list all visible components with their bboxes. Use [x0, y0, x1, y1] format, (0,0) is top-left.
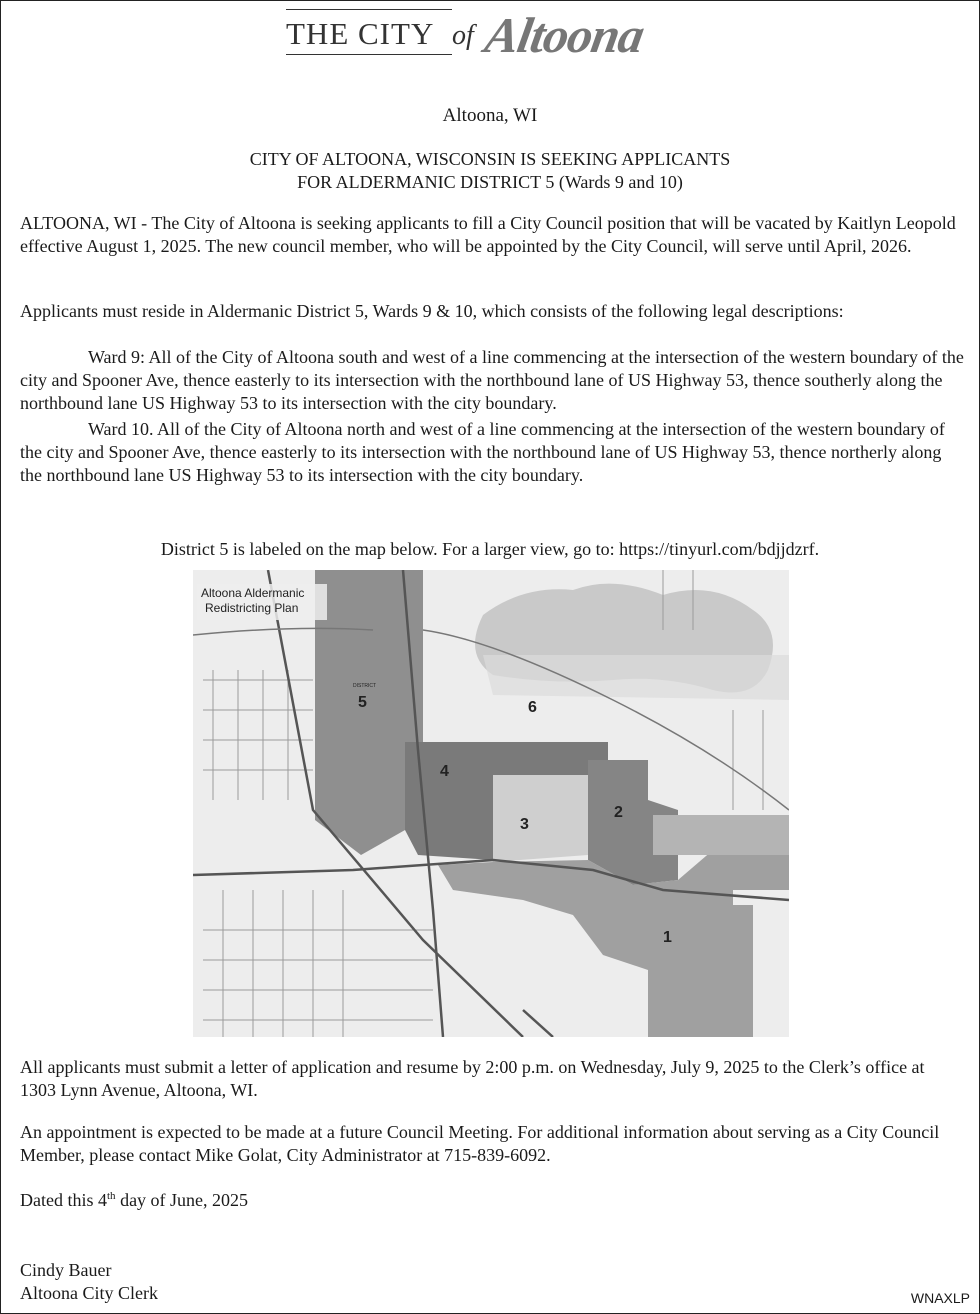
logo-of: of: [452, 20, 474, 51]
map-label-district-5: 5: [358, 694, 367, 711]
location: Altoona, WI: [442, 105, 538, 126]
ad-code-tag: WNAXLP: [910, 1290, 970, 1306]
map-title-line-2: Redistricting Plan: [205, 601, 299, 615]
ward-9-description: Ward 9: All of the City of Altoona south and west of a line commencing at the intersection of the western boundary of the city and Spooner Ave, thence easterly to its intersection with the northbound lane of US Highway 53, thence southerly along the northbound lane US Highway 53 to its intersection with the city boundary.: [20, 347, 964, 413]
city-logo: [286, 4, 706, 66]
headline-line-1: CITY OF ALTOONA, WISCONSIN IS SEEKING APPLICANTS: [249, 149, 731, 169]
signer-title: Altoona City Clerk: [20, 1283, 158, 1303]
map-district-word: DISTRICT: [353, 683, 377, 689]
signer-name: Cindy Bauer: [20, 1260, 112, 1280]
logo-the-city: THE CITY: [286, 16, 435, 51]
map-title-line-1: Altoona Aldermanic: [201, 586, 305, 600]
paragraph-residency: Applicants must reside in Aldermanic District 5, Wards 9 & 10, which consists of the following legal descriptions:: [20, 301, 844, 321]
paragraph-deadline: All applicants must submit a letter of application and resume by 2:00 p.m. on Wednesday, July 9, 2025 to the Clerk’s office at 1303 Lynn Avenue, Altoona, WI.: [20, 1057, 925, 1100]
paragraph-intro: ALTOONA, WI - The City of Altoona is seeking applicants to fill a City Council position that will be vacated by Kaitlyn Leopold effective August 1, 2025. The new council member, who will be appointed by the City Council, will serve until April, 2026.: [20, 213, 956, 256]
district-map-graphic: [193, 570, 789, 1037]
map-caption: District 5 is labeled on the map below. For a larger view, go to: https://tinyurl.com/bdjjdzrf.: [160, 539, 820, 559]
map-label-district-6: 6: [528, 699, 537, 716]
logo-altoona: Altoona: [481, 7, 648, 63]
ward-10-description: Ward 10. All of the City of Altoona north and west of a line commencing at the intersection of the western boundary of the city and Spooner Ave, thence easterly to its intersection with the northbound lane of US Highway 53, thence northerly along the northbound lane US Highway 53 to its intersection with the city boundary.: [20, 419, 945, 485]
map-label-district-3: 3: [520, 816, 529, 833]
dated-line: Dated this 4th day of June, 2025: [20, 1190, 249, 1210]
headline-line-2: FOR ALDERMANIC DISTRICT 5 (Wards 9 and 10): [297, 172, 683, 192]
district-map: [193, 570, 789, 1037]
paragraph-appointment: An appointment is expected to be made at a future Council Meeting. For additional information about serving as a City Council Member, please contact Mike Golat, City Administrator at 715-839-6092.: [20, 1122, 940, 1165]
map-label-district-2: 2: [614, 804, 623, 821]
map-label-district-4: 4: [440, 763, 449, 780]
map-label-district-1: 1: [663, 929, 672, 946]
